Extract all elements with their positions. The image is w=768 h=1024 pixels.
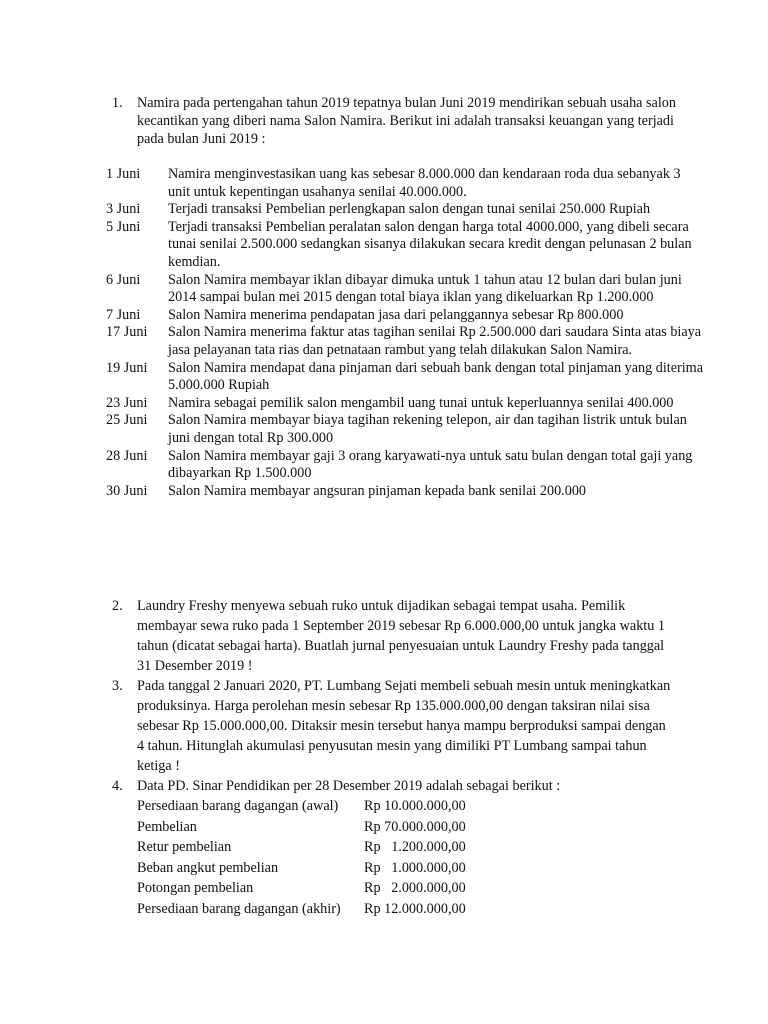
question-text: Pada tanggal 2 Januari 2020, PT. Lumbang Sejati membeli sebuah mesin untuk meningkatkan produksinya. Harga perolehan mesin sebesar Rp 135.000.000,00 dengan taksiran nilai sisa sebesar Rp 15.000.000,00. Ditaksir mesin tersebut hanya mampu berproduksi sampai dengan 4 tahun. Hitunglah akumulasi penyusutan mesin yang dimiliki PT Lumbang sampai tahun ketiga ! (137, 678, 671, 774)
row-value: Rp 12.000.000,00 (364, 900, 466, 917)
question-list (112, 596, 672, 919)
question-3 (112, 676, 672, 776)
table-row (137, 858, 672, 879)
row-label: Beban angkut pembelian (137, 859, 279, 876)
transaction-desc: Salon Namira menerima faktur atas tagihan senilai Rp 2.500.000 dari saudara Sinta atas biaya jasa pelayanan tata rias dan petnataan rambut yang telah dilakukan Salon Namira. (168, 324, 702, 358)
question-number: 1. (112, 95, 123, 111)
transaction-row (106, 201, 706, 219)
table-row (137, 817, 672, 838)
transaction-date: 19 Juni (106, 359, 148, 376)
transaction-date: 6 Juni (106, 271, 141, 288)
question-number: 4. (112, 778, 123, 794)
transaction-desc: Namira sebagai pemilik salon mengambil uang tunai untuk keperluannya senilai 400.000 (168, 394, 674, 411)
question-2 (112, 596, 672, 676)
transaction-row (106, 272, 706, 307)
table-row (137, 899, 672, 920)
table-row (137, 878, 672, 899)
question-text: Laundry Freshy menyewa sebuah ruko untuk dijadikan sebagai tempat usaha. Pemilik membayar sewa ruko pada 1 September 2019 sebesar Rp 6.000.000,00 untuk jangka waktu 1 tahun (dicatat sebagai harta). Buatlah jurnal penyesuaian untuk Laundry Freshy pada tanggal 31 Desember 2019 ! (137, 598, 665, 674)
row-value: Rp 2.000.000,00 (364, 880, 466, 896)
question-4 (112, 776, 672, 919)
transaction-desc: Terjadi transaksi Pembelian peralatan salon dengan harga total 4000.000, yang dibeli secara tunai senilai 2.500.000 sedangkan sisanya dilakukan secara kredit dengan pelunasan 2 bulan kemdian. (168, 218, 692, 270)
transaction-date: 28 Juni (106, 447, 148, 464)
row-value: Rp 10.000.000,00 (364, 798, 466, 814)
transaction-row (106, 307, 706, 325)
transaction-desc: Salon Namira membayar gaji 3 orang karyawati-nya untuk satu bulan dengan total gaji yang dibayarkan Rp 1.500.000 (168, 447, 693, 482)
transaction-row (106, 395, 706, 413)
data-table (137, 796, 672, 919)
row-value: Rp 70.000.000,00 (364, 818, 466, 835)
transaction-date: 1 Juni (106, 166, 141, 182)
transaction-row (106, 324, 706, 359)
transaction-date: 17 Juni (106, 324, 148, 341)
question-number: 2. (112, 598, 123, 614)
transaction-date: 23 Juni (106, 394, 148, 411)
transaction-desc: Terjadi transaksi Pembelian perlengkapan salon dengan tunai senilai 250.000 Rupiah (168, 201, 651, 218)
transaction-row (106, 448, 706, 483)
transaction-date: 30 Juni (106, 482, 148, 499)
row-label: Persediaan barang dagangan (akhir) (137, 900, 341, 917)
question-text: Data PD. Sinar Pendidikan per 28 Desember 2019 adalah sebagai berikut : (137, 778, 561, 794)
transaction-date: 3 Juni (106, 201, 141, 218)
row-label: Pembelian (137, 818, 197, 835)
transaction-date: 7 Juni (106, 306, 141, 323)
transaction-desc: Namira menginvestasikan uang kas sebesar 8.000.000 dan kendaraan roda dua sebanyak 3 unit untuk kepentingan usahanya senilai 40.000.000. (168, 166, 681, 200)
row-label: Retur pembelian (137, 839, 232, 855)
row-label: Potongan pembelian (137, 880, 254, 896)
transaction-desc: Salon Namira membayar iklan dibayar dimuka untuk 1 tahun atau 12 bulan dari bulan juni 2014 sampai bulan mei 2015 dengan total biaya iklan yang dikeluarkan Rp 1.200.000 (168, 271, 682, 306)
transaction-row (106, 483, 706, 501)
row-value: Rp 1.000.000,00 (364, 859, 466, 876)
question-text: Namira pada pertengahan tahun 2019 tepatnya bulan Juni 2019 mendirikan sebuah usaha salon kecantikan yang diberi nama Salon Namira. Berikut ini adalah transaksi keuangan yang terjadi pada bulan Juni 2019 : (137, 95, 676, 147)
transaction-desc: Salon Namira membayar biaya tagihan rekening telepon, air dan tagihan listrik untuk bulan juni dengan total Rp 300.000 (168, 412, 687, 446)
table-row (137, 837, 672, 858)
question-body (137, 776, 672, 919)
question-number: 3. (112, 678, 123, 694)
transaction-row (106, 360, 706, 395)
transaction-row (106, 166, 706, 201)
table-row (137, 796, 672, 817)
row-value: Rp 1.200.000,00 (364, 839, 466, 855)
transaction-desc: Salon Namira mendapat dana pinjaman dari sebuah bank dengan total pinjaman yang diterima 5.000.000 Rupiah (168, 359, 704, 394)
transaction-desc: Salon Namira membayar angsuran pinjaman kepada bank senilai 200.000 (168, 482, 587, 499)
transaction-row (106, 219, 706, 272)
row-label: Persediaan barang dagangan (awal) (137, 798, 339, 814)
transaction-date: 25 Juni (106, 412, 148, 429)
transaction-desc: Salon Namira menerima pendapatan jasa dari pelanggannya sebesar Rp 800.000 (168, 306, 624, 323)
question-1 (112, 94, 692, 148)
transaction-list (106, 166, 706, 500)
transaction-date: 5 Juni (106, 218, 141, 235)
transaction-row (106, 412, 706, 447)
